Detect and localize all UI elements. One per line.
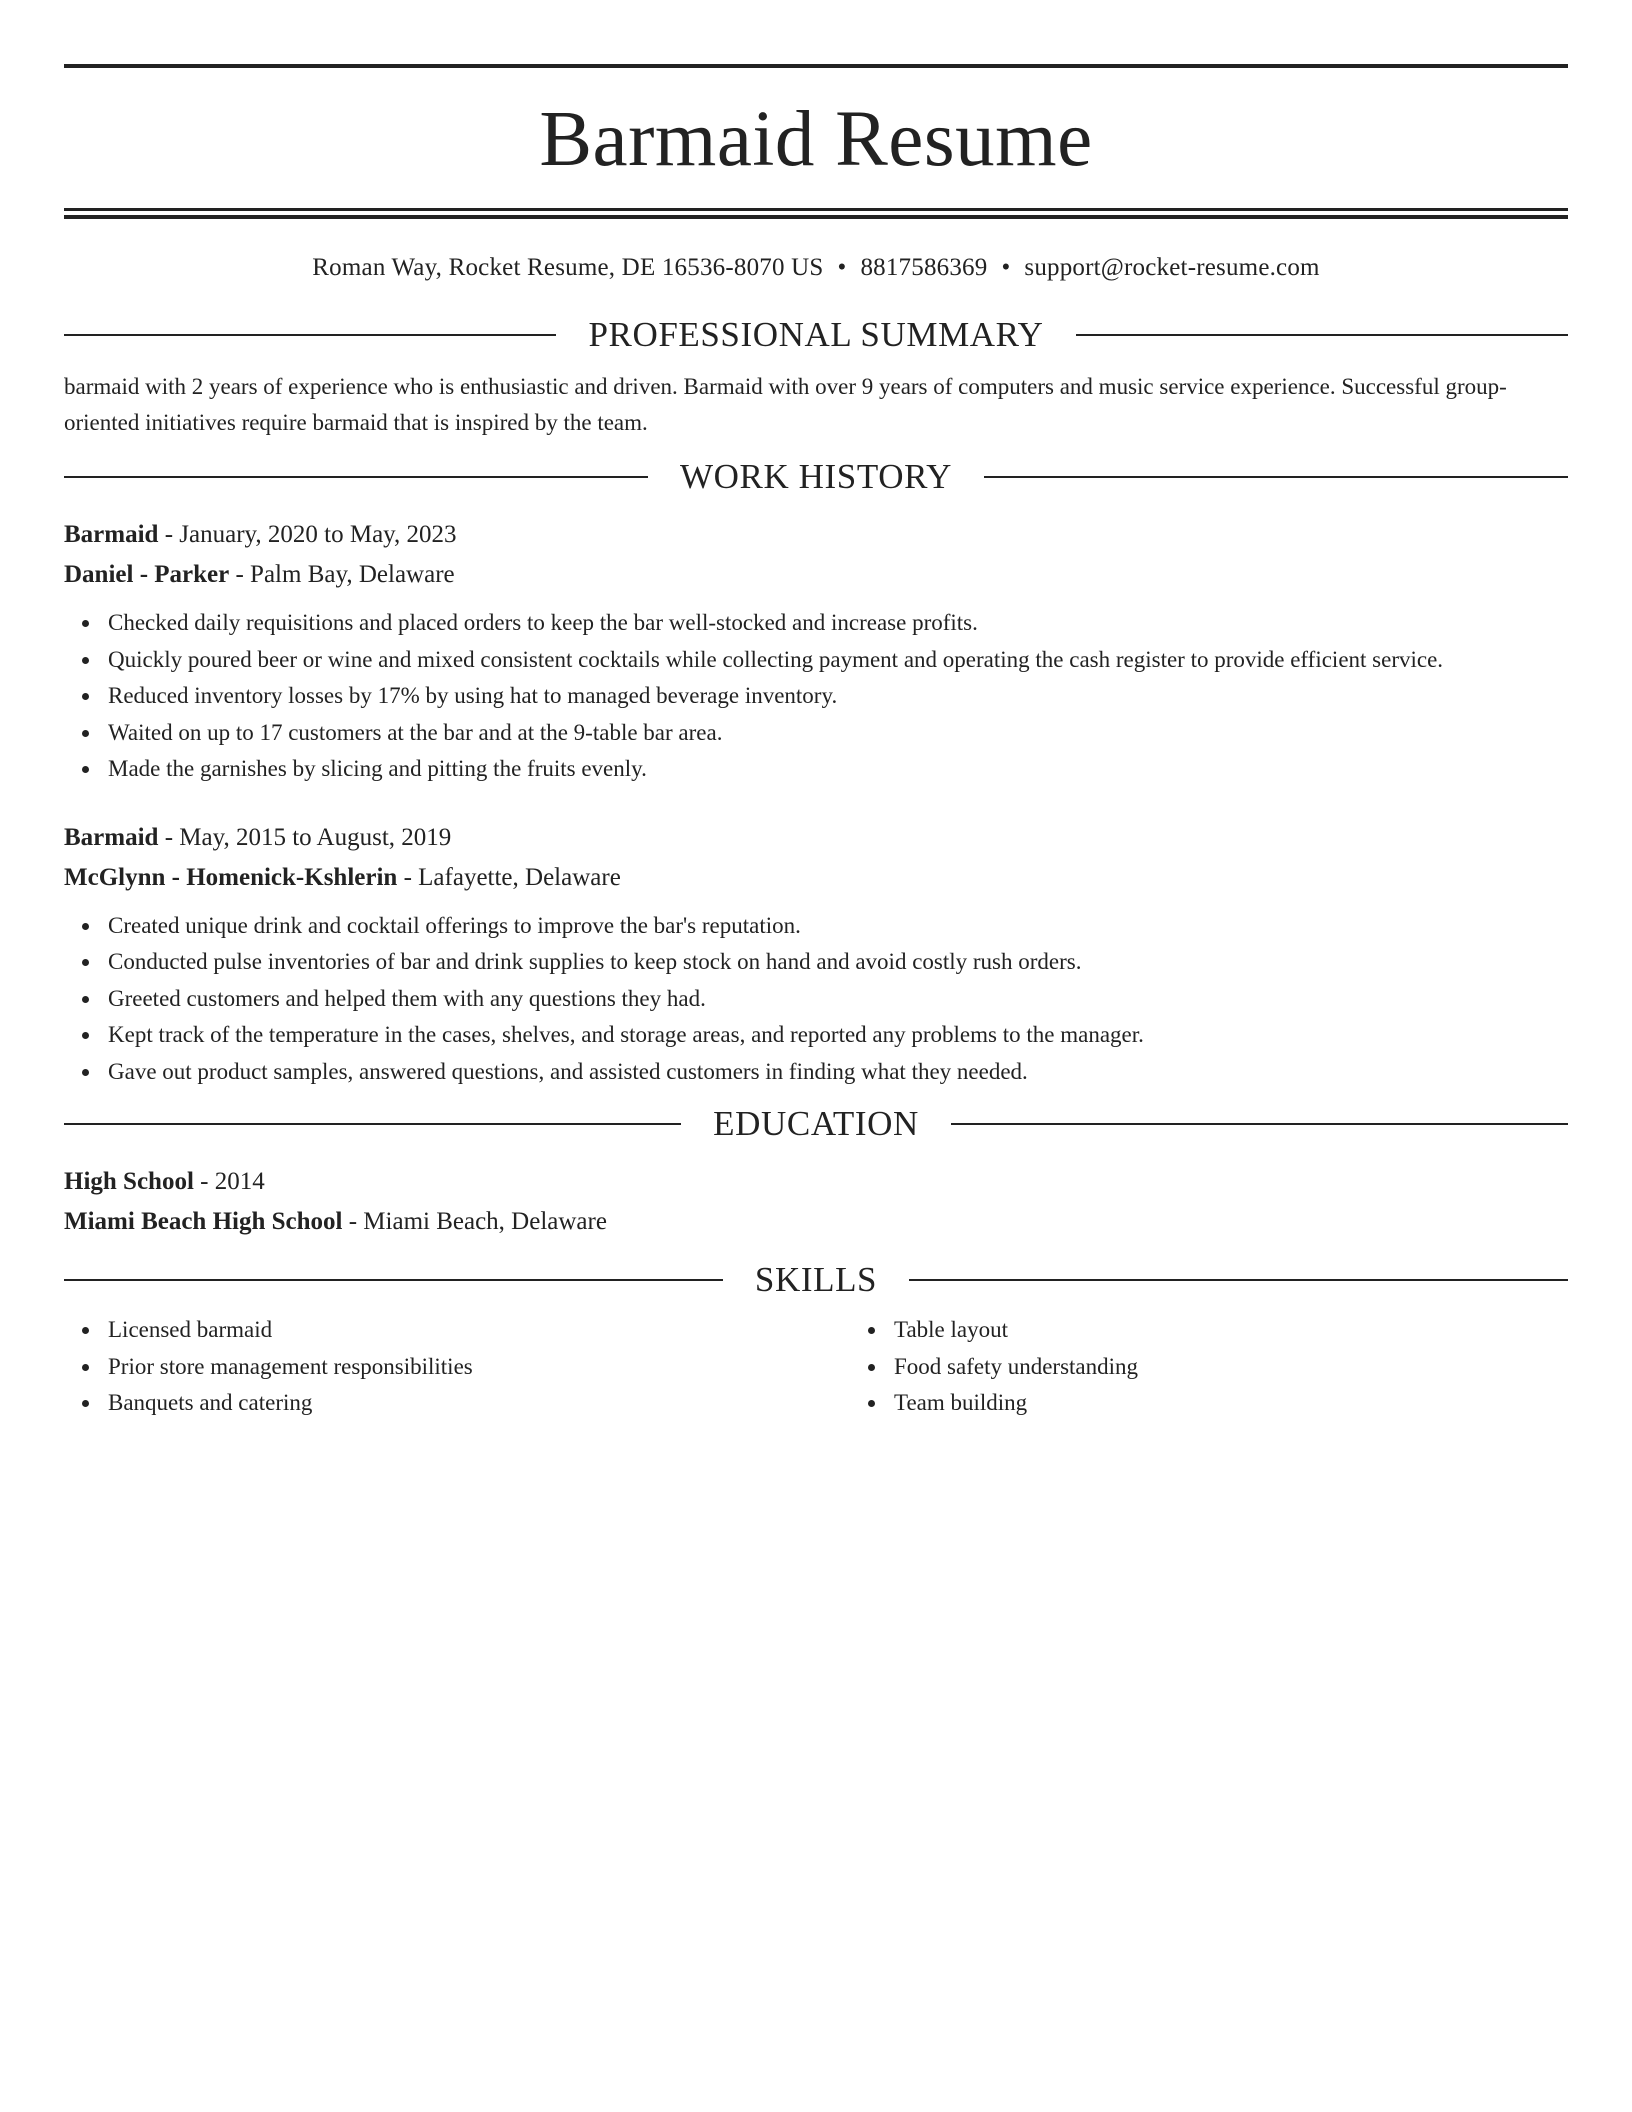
heading-rule [64,334,556,336]
section-heading-skills [64,1258,1568,1302]
heading-rule [64,1279,723,1281]
job-duties-list [64,605,1568,788]
list-item: Team building [894,1385,1632,1422]
contact-separator: • [837,254,847,281]
section-title: EDUCATION [713,1104,919,1143]
list-item: Prior store management responsibilities [108,1349,850,1386]
job-location: - Lafayette, Delaware [397,863,621,891]
job-dates: - January, 2020 to May, 2023 [158,521,457,548]
contact-phone: 8817586369 [860,254,988,281]
job-title-line [64,515,1568,555]
skills-list-right [850,1312,1632,1422]
section-heading-work-history [64,455,1568,499]
skills-columns [64,1312,1568,1422]
heading-rule [951,1123,1568,1125]
list-item: Waited on up to 17 customers at the bar and at the 9-table bar area. [108,715,1568,752]
section-title: WORK HISTORY [680,457,952,496]
heading-rule [64,1123,681,1125]
education-degree: High School [64,1168,194,1195]
contact-line [64,251,1568,285]
section-heading-education [64,1102,1568,1146]
job-location: - Palm Bay, Delaware [229,561,455,588]
contact-email: support@rocket-resume.com [1024,254,1320,281]
list-item: Reduced inventory losses by 17% by using hat to managed beverage inventory. [108,678,1568,715]
contact-address: Roman Way, Rocket Resume, DE 16536-8070 US [312,254,824,281]
job-title: Barmaid [64,521,159,548]
list-item: Kept track of the temperature in the cases, shelves, and storage areas, and reported any problems to the manager. [108,1017,1568,1054]
list-item: Created unique drink and cocktail offerings to improve the bar's reputation. [108,908,1568,945]
education-school-line [64,1202,1568,1242]
education-degree-line [64,1162,1568,1202]
list-item: Food safety understanding [894,1349,1632,1386]
resume-page [64,64,1568,1422]
list-item: Licensed barmaid [108,1312,850,1349]
job-company-line [64,858,1568,898]
education-location: - Miami Beach, Delaware [342,1208,607,1235]
contact-separator: • [1001,254,1011,281]
list-item: Quickly poured beer or wine and mixed consistent cocktails while collecting payment and operating the cash register to provide efficient service. [108,642,1568,679]
job-company: McGlynn - Homenick-Kshlerin [64,863,398,891]
education-entry [64,1162,1568,1242]
title-double-rule [64,208,1568,219]
list-item: Conducted pulse inventories of bar and drink supplies to keep stock on hand and avoid costly rush orders. [108,944,1568,981]
resume-title: Barmaid Resume [539,96,1093,183]
list-item: Table layout [894,1312,1632,1349]
education-year: - 2014 [193,1168,265,1195]
list-item: Greeted customers and helped them with any questions they had. [108,981,1568,1018]
job-duties-list [64,908,1568,1091]
section-title: PROFESSIONAL SUMMARY [588,315,1044,354]
heading-rule [984,476,1568,478]
list-item: Checked daily requisitions and placed orders to keep the bar well-stocked and increase profits. [108,605,1568,642]
heading-rule [1076,334,1568,336]
job-title-line [64,818,1568,858]
top-rule [64,64,1568,68]
job-dates: - May, 2015 to August, 2019 [158,823,452,851]
section-title: SKILLS [754,1260,878,1299]
list-item: Gave out product samples, answered questions, and assisted customers in finding what they needed. [108,1054,1568,1091]
job-company-line [64,555,1568,595]
list-item: Banquets and catering [108,1385,850,1422]
education-school: Miami Beach High School [64,1208,343,1235]
section-heading-summary [64,313,1568,357]
heading-rule [64,476,648,478]
skills-list-left [64,1312,850,1422]
job-entry [64,818,1568,1091]
job-title: Barmaid [64,823,159,851]
list-item: Made the garnishes by slicing and pitting the fruits evenly. [108,751,1568,788]
summary-text: barmaid with 2 years of experience who is enthusiastic and driven. Barmaid with over 9 years of computers and music service experience. Successful group-oriented initiatives require barmaid that is inspired by the team. [64,374,1507,435]
heading-rule [909,1279,1568,1281]
job-entry [64,515,1568,788]
job-company: Daniel - Parker [64,561,230,588]
